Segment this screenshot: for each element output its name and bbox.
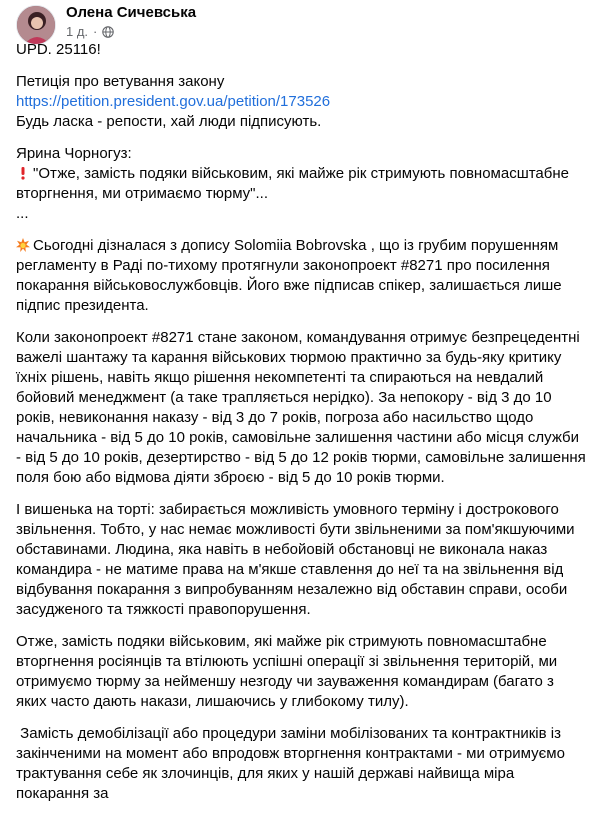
paragraph-text: ... bbox=[16, 205, 29, 222]
post-paragraph bbox=[16, 144, 586, 224]
post-paragraph bbox=[16, 632, 586, 712]
post-paragraph bbox=[16, 236, 586, 316]
paragraph-text: "Отже, замість подяки військовим, які майже рік стримують повномасштабне вторгнення, ми отримаємо тюрму"... bbox=[16, 165, 574, 202]
post-paragraph bbox=[16, 72, 586, 132]
paragraph-text: Ярина Чорногуз: bbox=[16, 145, 132, 162]
petition-link[interactable]: https://petition.president.gov.ua/petition/173526 bbox=[16, 93, 331, 110]
emoji-line bbox=[16, 164, 586, 204]
paragraph-text: Будь ласка - репости, хай люди підписують. bbox=[16, 113, 322, 130]
paragraph-text: Петиція про ветування закону bbox=[16, 73, 225, 90]
author-name[interactable]: Олена Сичевська bbox=[66, 4, 197, 21]
post-paragraph bbox=[16, 500, 586, 620]
paragraph-text: Отже, замість подяки військовим, які майже рік стримують повномасштабне вторгнення росіянців та втілюють успішні операції зі звільнення територій, ми отримуємо тюрму за нейменшу незгоду чи зауваження командирам (багато з яких часто дають накази, лишаючись у глибокому тилу). bbox=[16, 633, 562, 710]
boom-icon bbox=[16, 238, 30, 252]
paragraph-text: UPD. 25116! bbox=[16, 41, 101, 58]
post-paragraph bbox=[16, 328, 590, 488]
emoji-line bbox=[16, 236, 586, 316]
paragraph-text: Сьогодні дізналася з допису Solomiia Bobrovska , що із грубим порушенням регламенту в Раді по-тихому протягнули законопроект #8271 про посилення покарання військовослужбовців. Його вже підписав спікер, залишається лише підпис президента. bbox=[16, 237, 566, 314]
post-paragraph bbox=[16, 724, 586, 804]
author-avatar[interactable] bbox=[16, 5, 56, 45]
paragraph-text: Коли законопроект #8271 стане законом, командування отримує безпрецедентні важелі шантажу та карання військових тюрмою практично за будь-яку критику їхніх рішень, навіть якщо рішення некомпетенті та спираються на невдалий бойовий менеджмент (а таке трапляється нерідко). За непокору - від 3 до 10 років, невиконання наказу - від 3 до 7 років, погроза або насильство щодо начальника - від 5 до 10 років, самовільне залишення частини або місця служби - від 5 до 10 років, дезертирство - від 5 до 12 років тюрми, самовільне залишення поля бою або відмова діяти зброєю - від 5 до 10 років тюрми. bbox=[16, 329, 590, 486]
middle-dot: · bbox=[93, 24, 98, 39]
post-time[interactable]: 1 д. bbox=[66, 24, 89, 39]
post-paragraph bbox=[16, 40, 586, 60]
post-text bbox=[16, 40, 590, 816]
paragraph-text: Замість демобілізації або процедури заміни мобілізованих та контрактників із закінченими на момент або впродовж вторгнення контрактами - ми отримуємо трактування себе як злочинців, для яких у нашій державі найвища міра покарання за bbox=[16, 725, 570, 802]
post-meta bbox=[66, 24, 114, 40]
globe-icon bbox=[102, 26, 114, 38]
exclamation-icon bbox=[16, 166, 30, 180]
paragraph-text: І вишенька на торті: забирається можливість умовного терміну і дострокового звільнення. Тобто, у нас немає можливості бути звільненими за пом'якшуючими обставинами. Людина, яка навіть в небойовій обстановці не виконала наказ командира - не матиме права на м'якше ставлення до неї та на звільнення від відбування покарання з випробуванням незалежно від обставин справи, особи засудженого та тяжкості правопорушення. bbox=[16, 501, 579, 618]
